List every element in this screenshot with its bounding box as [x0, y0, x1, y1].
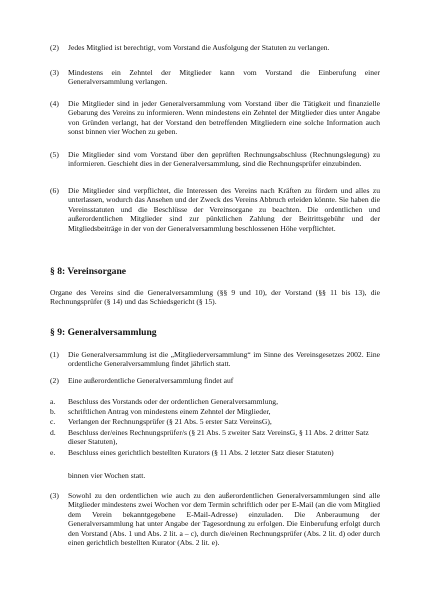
list-item: Beschluss der/eines Rechnungsprüfer/s (§ 21 Abs. 5 zweiter Satz VereinsG, § 11 Abs. 2 dritter Satz dieser Statuten), — [68, 428, 369, 447]
list-item: Beschluss des Vorstands oder der ordentlichen Generalversammlung, — [68, 397, 278, 406]
clause-text: Die Mitglieder sind vom Vorstand über den geprüften Rechnungsabschluss (Rechnungslegung) zu informieren. Geschieht dies in der Generalversammlung, sind die Rechnungsprüfer einzubinden. — [68, 150, 380, 169]
list-letter: a. — [50, 397, 56, 406]
clause-text: Sowohl zu den ordentlichen wie auch zu den außerordentlichen Generalversammlungen sind alle Mitglieder mindestens zwei Wochen vor dem Termin schriftlich oder per E-Mail (an die vom Mitglied dem Verein bekanntgegebene E-Mail-Adresse) einzuladen. Die Anberaumung der Generalversammlung hat unter Angabe der Tagesordnung zu erfolgen. Die Einberufung erfolgt durch den Vorstand (Abs. 1 und Abs. 2 lit. a – c), durch die/einen Rechnungsprüfer (Abs. 2 lit. d) oder durch einen gerichtlich bestellten Kurator (Abs. 2 lit. e). — [68, 491, 380, 548]
clause-number: (4) — [50, 99, 59, 108]
list-item: Verlangen der Rechnungsprüfer (§ 21 Abs. 5 erster Satz VereinsG), — [68, 417, 272, 426]
clause-number: (3) — [50, 68, 59, 77]
clause-number: (2) — [50, 43, 59, 52]
section-heading: § 8: Vereinsorgane — [50, 266, 127, 277]
list-item: Beschluss eines gerichtlich bestellten Kurators (§ 11 Abs. 2 letzter Satz dieser Statuten) — [68, 448, 334, 457]
list-letter: d. — [50, 428, 56, 437]
clause-number: (5) — [50, 150, 59, 159]
clause-text: Die Mitglieder sind verpflichtet, die Interessen des Vereins nach Kräften zu fördern und alles zu unterlassen, wodurch das Ansehen und der Zweck des Vereins Abbruch erleiden könnte. Sie haben die Vereinsstatuten und die Beschlüsse der Vereinsorgane zu beachten. Die ordentlichen und außerordentlichen Mitglieder sind zur pünktlichen Zahlung der Beitrittsgebühr und der Mitgliedsbeiträge in der von der Generalversammlung beschlossenen Höhe verpflichtet. — [68, 186, 380, 233]
section-text: Organe des Vereins sind die Generalversammlung (§§ 9 und 10), der Vorstand (§§ 11 bis 13), die Rechnungsprüfer (§ 14) und das Schiedsgericht (§ 15). — [50, 288, 380, 307]
clause-text: Eine außerordentliche Generalversammlung findet auf — [68, 376, 234, 385]
clause-number: (6) — [50, 186, 59, 195]
clause-number: (1) — [50, 350, 59, 359]
list-letter: e. — [50, 448, 56, 457]
list-item: schriftlichen Antrag von mindestens einem Zehntel der Mitglieder, — [68, 407, 271, 416]
list-closing-text: binnen vier Wochen statt. — [68, 471, 146, 480]
clause-text: Mindestens ein Zehntel der Mitglieder kann vom Vorstand die Einberufung einer Generalversammlung verlangen. — [68, 68, 380, 87]
list-letter: b. — [50, 407, 56, 416]
clause-number: (2) — [50, 376, 59, 385]
clause-text: Die Mitglieder sind in jeder Generalversammlung vom Vorstand über die Tätigkeit und finanzielle Gebarung des Vereins zu informieren. Wenn mindestens ein Zehntel der Mitglieder dies unter Angabe von Gründen verlangt, hat der Vorstand den betreffenden Mitgliedern eine solche Information auch sonst binnen vier Wochen zu geben. — [68, 99, 380, 137]
section-heading: § 9: Generalversammlung — [50, 327, 157, 338]
clause-number: (3) — [50, 491, 59, 500]
clause-text: Jedes Mitglied ist berechtigt, vom Vorstand die Ausfolgung der Statuten zu verlangen. — [68, 43, 330, 52]
clause-text: Die Generalversammlung ist die „Mitgliederversammlung“ im Sinne des Vereinsgesetzes 2002. Eine ordentliche Generalversammlung findet jährlich statt. — [68, 350, 380, 369]
list-letter: c. — [50, 417, 56, 426]
